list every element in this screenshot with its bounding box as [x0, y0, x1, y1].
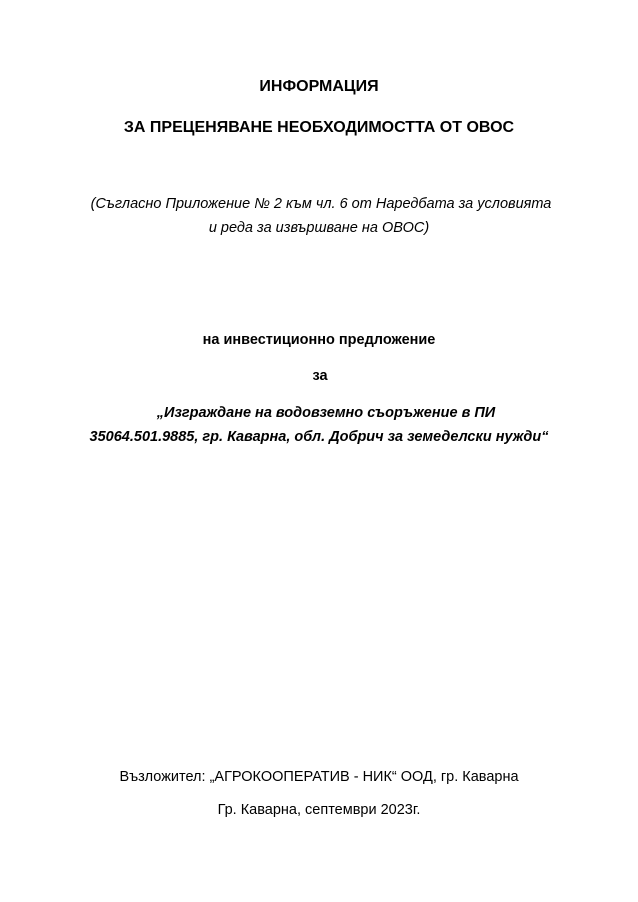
document-title: ИНФОРМАЦИЯ	[259, 78, 379, 95]
investment-label: на инвестиционно предложение	[202, 332, 436, 348]
for-label: за	[312, 368, 328, 384]
legal-note-line-1: (Съгласно Приложение № 2 към чл. 6 от Наредбата за условията	[90, 196, 552, 212]
legal-note-line-2: и реда за извършване на ОВОС)	[208, 220, 430, 236]
project-title-line-2: 35064.501.9885, гр. Каварна, обл. Добрич за земеделски нужди“	[89, 429, 549, 445]
assignor-line: Възложител: „АГРОКООПЕРАТИВ - НИК“ ООД, гр. Каварна	[119, 769, 519, 785]
project-title-line-1: „Изграждане на водовземно съоръжение в ПИ	[156, 405, 496, 421]
place-date-line: Гр. Каварна, септември 2023г.	[217, 802, 421, 818]
document-subtitle: ЗА ПРЕЦЕНЯВАНЕ НЕОБХОДИМОСТТА ОТ ОВОС	[123, 119, 515, 136]
